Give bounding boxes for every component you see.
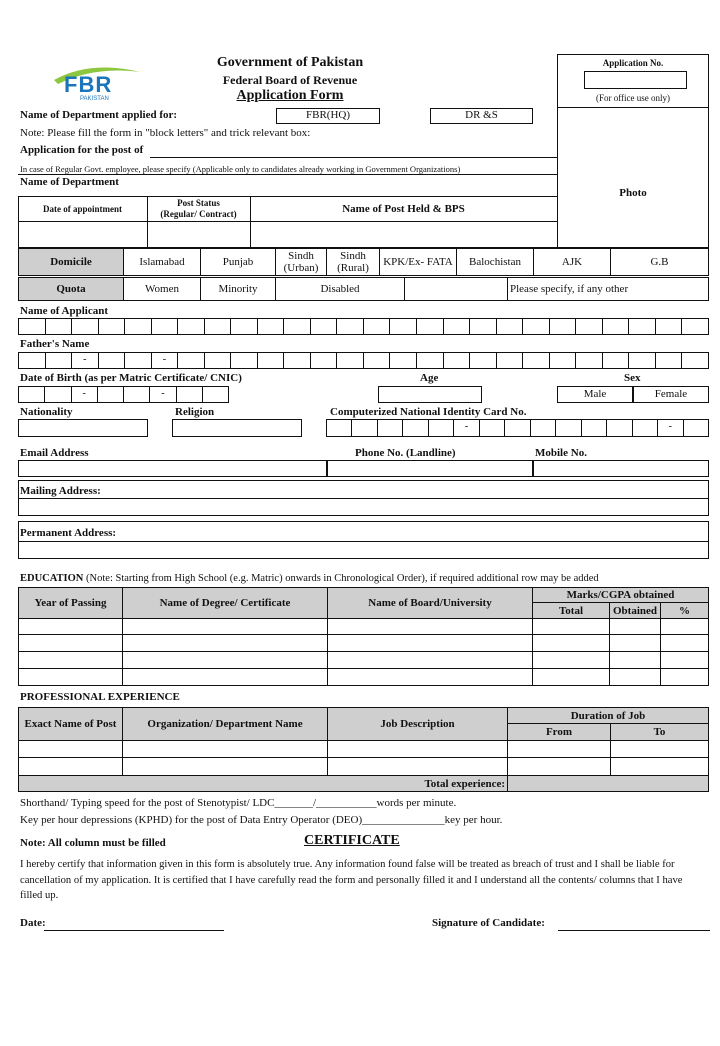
certificate-title: CERTIFICATE bbox=[304, 833, 400, 848]
signature-line[interactable] bbox=[558, 930, 710, 931]
application-no-input[interactable] bbox=[584, 71, 687, 89]
father-name-label: Father's Name bbox=[20, 338, 90, 350]
dept-applied-label: Name of Department applied for: bbox=[20, 109, 178, 121]
domicile-gb[interactable]: G.B bbox=[611, 249, 709, 276]
post-status-label: Post Status (Regular/ Contract) bbox=[160, 198, 237, 219]
signature-label: Signature of Candidate: bbox=[432, 917, 545, 929]
fbr-hq-checkbox[interactable]: FBR(HQ) bbox=[276, 108, 380, 124]
certificate-text: I hereby certify that information given in this form is absolutely true. Any information found false will be treated as breach of trust and I shall be liable for cancellation of my application. It is certified that I have carefully read the form and personally filled it and I understand all the contents/ columns that I have filled up. bbox=[20, 859, 683, 901]
phone-label: Phone No. (Landline) bbox=[355, 447, 456, 459]
col-post-name: Exact Name of Post bbox=[19, 708, 123, 741]
table-row[interactable] bbox=[19, 669, 709, 686]
table-row[interactable] bbox=[19, 741, 709, 758]
table-row[interactable] bbox=[19, 758, 709, 776]
dob-cells[interactable]: - - bbox=[18, 386, 229, 403]
education-heading bbox=[20, 573, 599, 584]
post-held-label: Name of Post Held & BPS bbox=[342, 203, 465, 215]
religion-input[interactable] bbox=[172, 419, 302, 437]
regular-employee-note: In case of Regular Govt. employee, please specify (Applicable only to candidates already working in Government Organizations) bbox=[20, 164, 461, 174]
domicile-punjab[interactable]: Punjab bbox=[201, 249, 276, 276]
col-marks: Marks/CGPA obtained bbox=[533, 588, 709, 603]
kphd-line: Key per hour depressions (KPHD) for the post of Data Entry Operator (DEO)_______________key per hour. bbox=[20, 814, 503, 826]
email-label: Email Address bbox=[20, 447, 89, 459]
quota-disabled[interactable]: Disabled bbox=[276, 278, 405, 301]
fbr-logo bbox=[50, 58, 145, 104]
nationality-input[interactable] bbox=[18, 419, 148, 437]
all-column-note: Note: All column must be filled bbox=[20, 837, 166, 849]
permanent-address-box[interactable] bbox=[18, 521, 709, 559]
email-input[interactable] bbox=[18, 460, 327, 477]
note-block-letters: Note: Please fill the form in "block letters" and trick relevant box: bbox=[20, 127, 311, 139]
domicile-ajk[interactable]: AJK bbox=[534, 249, 611, 276]
domicile-balochistan[interactable]: Balochistan bbox=[457, 249, 534, 276]
quota-label: Quota bbox=[19, 278, 124, 301]
domicile-label: Domicile bbox=[19, 249, 124, 276]
mobile-label: Mobile No. bbox=[535, 447, 587, 459]
date-appointment-label: Date of appointment bbox=[43, 204, 122, 214]
domicile-sindh-urban[interactable]: Sindh (Urban) bbox=[276, 249, 327, 276]
typing-speed-line: Shorthand/ Typing speed for the post of Stenotypist/ LDC_______/___________words per minute. bbox=[20, 797, 457, 809]
sex-female-checkbox[interactable]: Female bbox=[633, 386, 709, 403]
domicile-sindh-rural[interactable]: Sindh (Rural) bbox=[327, 249, 380, 276]
quota-table bbox=[18, 277, 709, 301]
permanent-address-label: Permanent Address: bbox=[20, 527, 117, 539]
col-year-passing: Year of Passing bbox=[19, 588, 123, 619]
board-title: Federal Board of Revenue bbox=[222, 73, 358, 87]
table-row[interactable] bbox=[19, 635, 709, 652]
date-label: Date: bbox=[20, 917, 46, 929]
quota-blank[interactable] bbox=[405, 278, 508, 301]
col-percent: % bbox=[661, 603, 709, 619]
col-degree: Name of Degree/ Certificate bbox=[123, 588, 328, 619]
col-duration: Duration of Job bbox=[508, 708, 709, 724]
education-title: EDUCATION bbox=[20, 573, 84, 584]
table-row[interactable] bbox=[19, 652, 709, 669]
col-to: To bbox=[611, 724, 709, 741]
quota-other[interactable]: Please specify, if any other bbox=[508, 278, 709, 301]
total-experience-label: Total experience: bbox=[19, 776, 508, 792]
col-job-description: Job Description bbox=[328, 708, 508, 741]
gov-title: Government of Pakistan bbox=[216, 55, 364, 70]
form-title: Application Form bbox=[236, 88, 344, 103]
col-total: Total bbox=[533, 603, 610, 619]
sex-male-checkbox[interactable]: Male bbox=[557, 386, 633, 403]
col-from: From bbox=[508, 724, 611, 741]
col-organization: Organization/ Department Name bbox=[123, 708, 328, 741]
date-line[interactable] bbox=[44, 930, 224, 931]
post-label: Application for the post of bbox=[20, 144, 144, 156]
domicile-table bbox=[18, 248, 709, 276]
domicile-kpk[interactable]: KPK/Ex- FATA bbox=[380, 249, 457, 276]
education-note: (Note: Starting from High School (e.g. Matric) onwards in Chronological Order), if required additional row may be added bbox=[83, 573, 599, 584]
department-name-label: Name of Department bbox=[20, 176, 119, 188]
applicant-name-label: Name of Applicant bbox=[20, 305, 108, 317]
sex-label: Sex bbox=[624, 372, 641, 384]
logo-sub: PAKISTAN bbox=[80, 96, 109, 102]
total-experience-value[interactable] bbox=[508, 776, 709, 792]
col-board: Name of Board/University bbox=[328, 588, 533, 619]
dr-s-checkbox[interactable]: DR &S bbox=[430, 108, 533, 124]
experience-table bbox=[18, 707, 709, 792]
age-label: Age bbox=[420, 372, 439, 384]
logo-text: FBR bbox=[64, 72, 113, 97]
age-input[interactable] bbox=[378, 386, 482, 403]
quota-women[interactable]: Women bbox=[124, 278, 201, 301]
table-row[interactable] bbox=[19, 619, 709, 635]
father-name-cells[interactable]: - - bbox=[18, 352, 709, 369]
cnic-label: Computerized National Identity Card No. bbox=[330, 406, 527, 418]
phone-input[interactable] bbox=[327, 460, 533, 477]
applicant-name-cells[interactable] bbox=[18, 318, 709, 335]
office-use-note: (For office use only) bbox=[595, 93, 671, 103]
application-no-label: Application No. bbox=[602, 58, 664, 68]
dob-label: Date of Birth (as per Matric Certificate/ CNIC) bbox=[20, 372, 242, 384]
experience-title: PROFESSIONAL EXPERIENCE bbox=[20, 691, 180, 703]
col-obtained: Obtained bbox=[610, 603, 661, 619]
cnic-cells[interactable]: - - bbox=[326, 419, 709, 437]
photo-label: Photo bbox=[619, 187, 647, 199]
religion-label: Religion bbox=[175, 406, 215, 418]
mobile-input[interactable] bbox=[533, 460, 709, 477]
domicile-islamabad[interactable]: Islamabad bbox=[124, 249, 201, 276]
education-table bbox=[18, 587, 709, 686]
nationality-label: Nationality bbox=[20, 406, 73, 418]
mailing-address-label: Mailing Address: bbox=[20, 485, 101, 497]
quota-minority[interactable]: Minority bbox=[201, 278, 276, 301]
